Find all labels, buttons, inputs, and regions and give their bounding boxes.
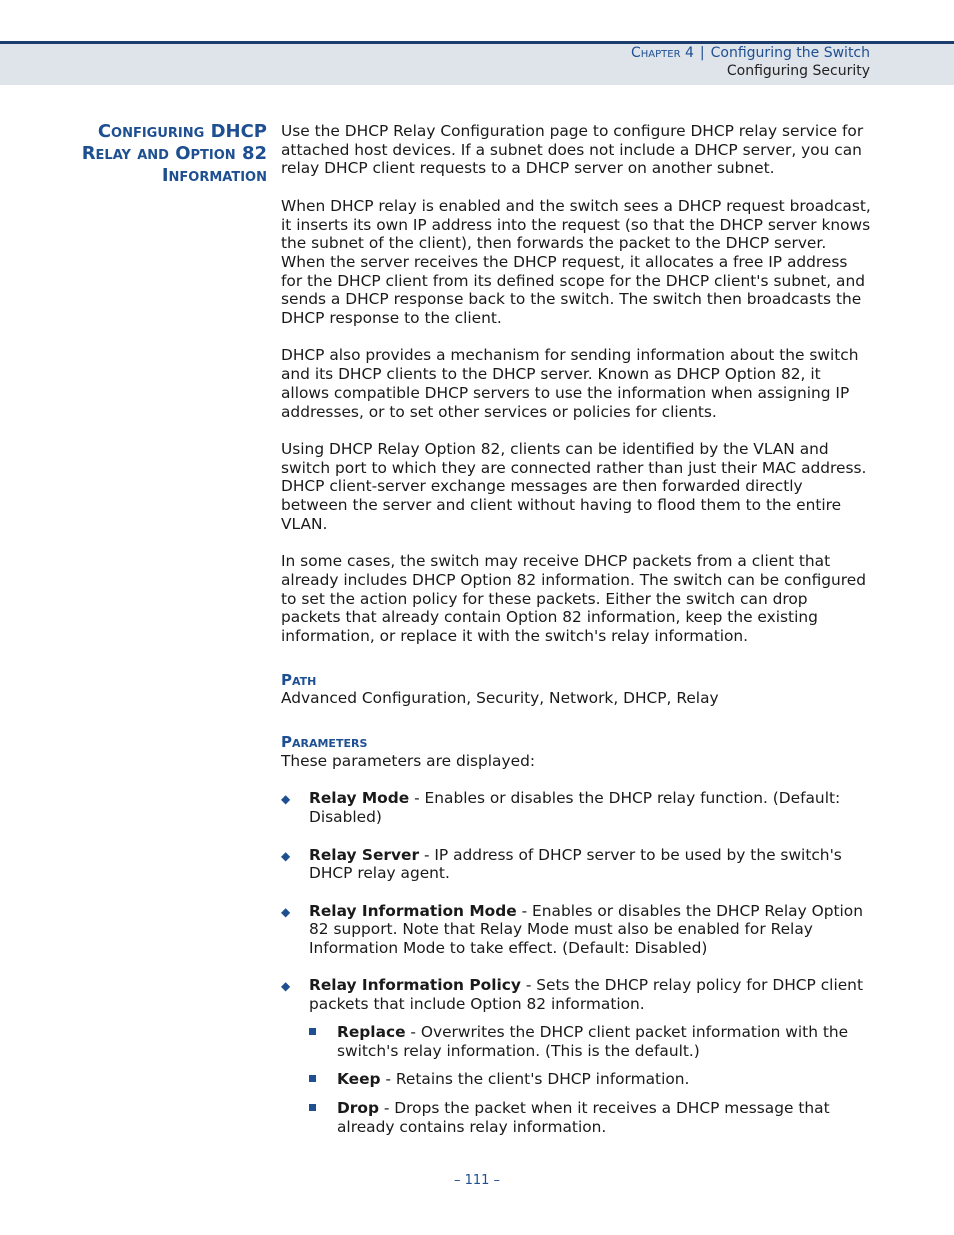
body-paragraph: Use the DHCP Relay Configuration page to configure DHCP relay service for attached host devices. If a subnet does not include a DHCP server, you can relay DHCP client requests to a DHCP server on another subnet. (281, 122, 864, 178)
parameter-item (281, 846, 871, 883)
diamond-bullet-icon: ◆ (281, 848, 291, 863)
running-header-section: Configuring Security (726, 63, 870, 79)
header-separator: | (699, 45, 705, 61)
diamond-bullet-icon: ◆ (281, 904, 291, 919)
parameter-desc: - Enables or disables the DHCP Relay Option 82 support. Note that Relay Mode must also be enabled for Relay Information Mode to take effect. (Default: Disabled) (309, 901, 863, 958)
body-paragraph: DHCP also provides a mechanism for sending information about the switch and its DHCP clients to the DHCP server. Known as DHCP Option 82, it allows compatible DHCP servers to use the information when assigning IP addresses, or to set other services or policies for clients. (281, 346, 859, 421)
policy-option-term: Replace (337, 1022, 406, 1041)
body-paragraph: When DHCP relay is enabled and the switch sees a DHCP request broadcast, it inserts its own IP address into the request (so that the DHCP server knows the subnet of the client), then forwards the packet to the DHCP server. When the server receives the DHCP request, it allocates a free IP address for the DHCP client from its defined scope for the DHCP client's subnet, and sends a DHCP response back to the switch. The switch then broadcasts the DHCP response to the client. (281, 196, 871, 328)
parameter-desc: - Sets the DHCP relay policy for DHCP client packets that include Option 82 information. (309, 976, 863, 1014)
chapter-label: Chapter 4 (631, 45, 694, 61)
parameter-term: Relay Mode (309, 789, 410, 808)
body-paragraph: In some cases, the switch may receive DHCP packets from a client that already includes DHCP Option 82 information. The switch can be configured to set the action policy for these packets. Either the switch can drop packets that already contain Option 82 information, keep the existing information, or replace it with the switch's relay information. (281, 552, 867, 645)
parameter-item (281, 789, 871, 826)
square-bullet-icon (309, 1104, 316, 1111)
parameter-term: Relay Information Mode (309, 901, 517, 920)
parameters-intro: These parameters are displayed: (281, 751, 536, 770)
policy-option (309, 1070, 871, 1089)
path-heading: Path (281, 670, 317, 689)
parameter-desc: - Enables or disables the DHCP relay function. (Default: Disabled) (309, 789, 841, 827)
policy-option-desc: - Overwrites the DHCP client packet information with the switch's relay information. (This is the default.) (337, 1022, 849, 1060)
policy-option-desc: - Drops the packet when it receives a DHCP message that already contains relay information. (337, 1098, 830, 1136)
section-heading-line: Information (161, 165, 267, 186)
parameter-term: Relay Information Policy (309, 976, 521, 995)
section-heading-line: Relay and Option 82 (81, 143, 267, 164)
section-heading (60, 121, 267, 187)
parameters-heading: Parameters (281, 733, 368, 752)
running-header-chapter (631, 45, 870, 61)
square-bullet-icon (309, 1075, 316, 1082)
policy-option-desc: - Retains the client's DHCP information. (380, 1070, 690, 1089)
policy-option-term: Drop (337, 1098, 379, 1117)
parameter-item (281, 902, 871, 958)
chapter-title: Configuring the Switch (710, 45, 870, 61)
body-paragraph: Using DHCP Relay Option 82, clients can be identified by the VLAN and switch port to which they are connected rather than just their MAC address. DHCP client-server exchange messages are then forwarded directly between the server and client without having to flood them to the entire VLAN. (281, 439, 867, 533)
diamond-bullet-icon: ◆ (281, 979, 291, 994)
section-heading-line: Configuring DHCP (97, 121, 267, 142)
parameter-item (281, 976, 871, 1136)
main-content (281, 122, 871, 1146)
square-bullet-icon (309, 1028, 316, 1035)
policy-option (309, 1099, 871, 1136)
diamond-bullet-icon: ◆ (281, 792, 291, 807)
parameter-desc: - IP address of DHCP server to be used by the switch's DHCP relay agent. (309, 845, 842, 883)
page-number: – 111 – (453, 1173, 501, 1188)
policy-option-term: Keep (337, 1070, 381, 1089)
parameter-list (281, 789, 871, 1136)
parameter-term: Relay Server (309, 845, 420, 864)
policy-option-list (309, 1023, 871, 1137)
path-text: Advanced Configuration, Security, Network, DHCP, Relay (281, 689, 719, 708)
policy-option (309, 1023, 871, 1060)
